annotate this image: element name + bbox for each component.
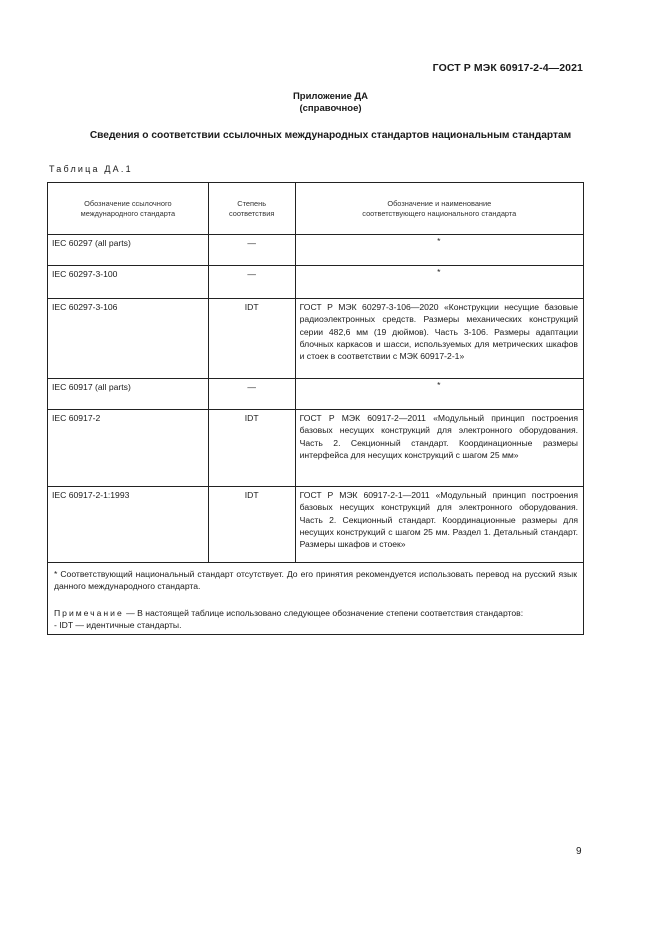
header-col2-line1: Степень bbox=[237, 198, 267, 208]
reference-standard-cell: IEC 60917-2-1:1993 bbox=[48, 487, 209, 563]
note-item: - IDT — идентичные стандарты. bbox=[54, 619, 182, 630]
reference-standard-cell: IEC 60297 (all parts) bbox=[48, 235, 209, 266]
header-degree bbox=[208, 183, 295, 235]
header-col1-line1: Обозначение ссылочного bbox=[84, 198, 172, 208]
table-row bbox=[48, 410, 584, 487]
page-number: 9 bbox=[576, 846, 582, 857]
note-text: — В настоящей таблице использовано следующее обозначение степени соответствия стандартов: bbox=[123, 607, 524, 618]
table-caption: Таблица ДА.1 bbox=[49, 164, 133, 174]
national-standard-cell: ГОСТ Р МЭК 60917-2-1—2011 «Модульный принцип построения базовых несущих конструкций для электронного оборудования. Часть 2. Секционный стандарт. Координационные размеры для несущих конструкций с шагом 25 мм. Раздел 1. Детальный стандарт. Размеры шкафов и стоек» bbox=[295, 487, 583, 563]
table-row bbox=[48, 266, 584, 299]
table-notes bbox=[48, 563, 584, 635]
degree-cell: IDT bbox=[208, 487, 295, 563]
section-title: Сведения о соответствии ссылочных международных стандартов национальным стандартам bbox=[89, 130, 572, 141]
table-row bbox=[48, 235, 584, 266]
header-col3-line1: Обозначение и наименование bbox=[387, 198, 492, 208]
note bbox=[54, 607, 577, 619]
table-row bbox=[48, 487, 584, 563]
annex-heading bbox=[0, 91, 661, 115]
table-row bbox=[48, 299, 584, 379]
reference-standard-cell: IEC 60917-2 bbox=[48, 410, 209, 487]
annex-title: Приложение ДА bbox=[292, 91, 369, 102]
standards-correspondence-table bbox=[47, 182, 584, 635]
header-col3-line2: соответствующего национального стандарта bbox=[362, 208, 517, 218]
national-standard-cell: ГОСТ Р МЭК 60297-3-106—2020 «Конструкции несущие базовые радиоэлектронных средств. Размеры механических конструкций серии 482,6 мм (19 дюймов). Часть 3-106. Размеры адаптации блочных каркасов и шасси, используемых для метрических шкафов и стоек в соответствии с МЭК 60917-2-1» bbox=[295, 299, 583, 379]
footnote: * Соответствующий национальный стандарт отсутствует. До его принятия рекомендуется использовать перевод на русский язык данного международного стандарта. bbox=[54, 569, 577, 592]
national-standard-cell: * bbox=[295, 235, 583, 266]
header-national-standard bbox=[295, 183, 583, 235]
national-standard-cell: ГОСТ Р МЭК 60917-2—2011 «Модульный принцип построения базовых несущих конструкций для электронного оборудования. Часть 2. Секционный стандарт. Координационные размеры интерфейса для несущих конструкций с шагом 25 мм» bbox=[295, 410, 583, 487]
reference-standard-cell: IEC 60297-3-100 bbox=[48, 266, 209, 299]
table-row bbox=[48, 379, 584, 410]
degree-cell: IDT bbox=[208, 299, 295, 379]
header-reference-standard bbox=[48, 183, 209, 235]
table-notes-row bbox=[48, 563, 584, 635]
national-standard-cell: * bbox=[295, 379, 583, 410]
degree-cell: — bbox=[208, 379, 295, 410]
degree-cell: — bbox=[208, 235, 295, 266]
national-standard-cell: * bbox=[295, 266, 583, 299]
annex-subtitle: (справочное) bbox=[299, 103, 362, 114]
table-header-row bbox=[48, 183, 584, 235]
degree-cell: — bbox=[208, 266, 295, 299]
note-label: Примечание bbox=[54, 607, 124, 618]
degree-cell: IDT bbox=[208, 410, 295, 487]
document-number: ГОСТ Р МЭК 60917-2-4—2021 bbox=[432, 62, 583, 74]
reference-standard-cell: IEC 60917 (all parts) bbox=[48, 379, 209, 410]
reference-standard-cell: IEC 60297-3-106 bbox=[48, 299, 209, 379]
header-col1-line2: международного стандарта bbox=[80, 208, 176, 218]
header-col2-line2: соответствия bbox=[228, 208, 275, 218]
